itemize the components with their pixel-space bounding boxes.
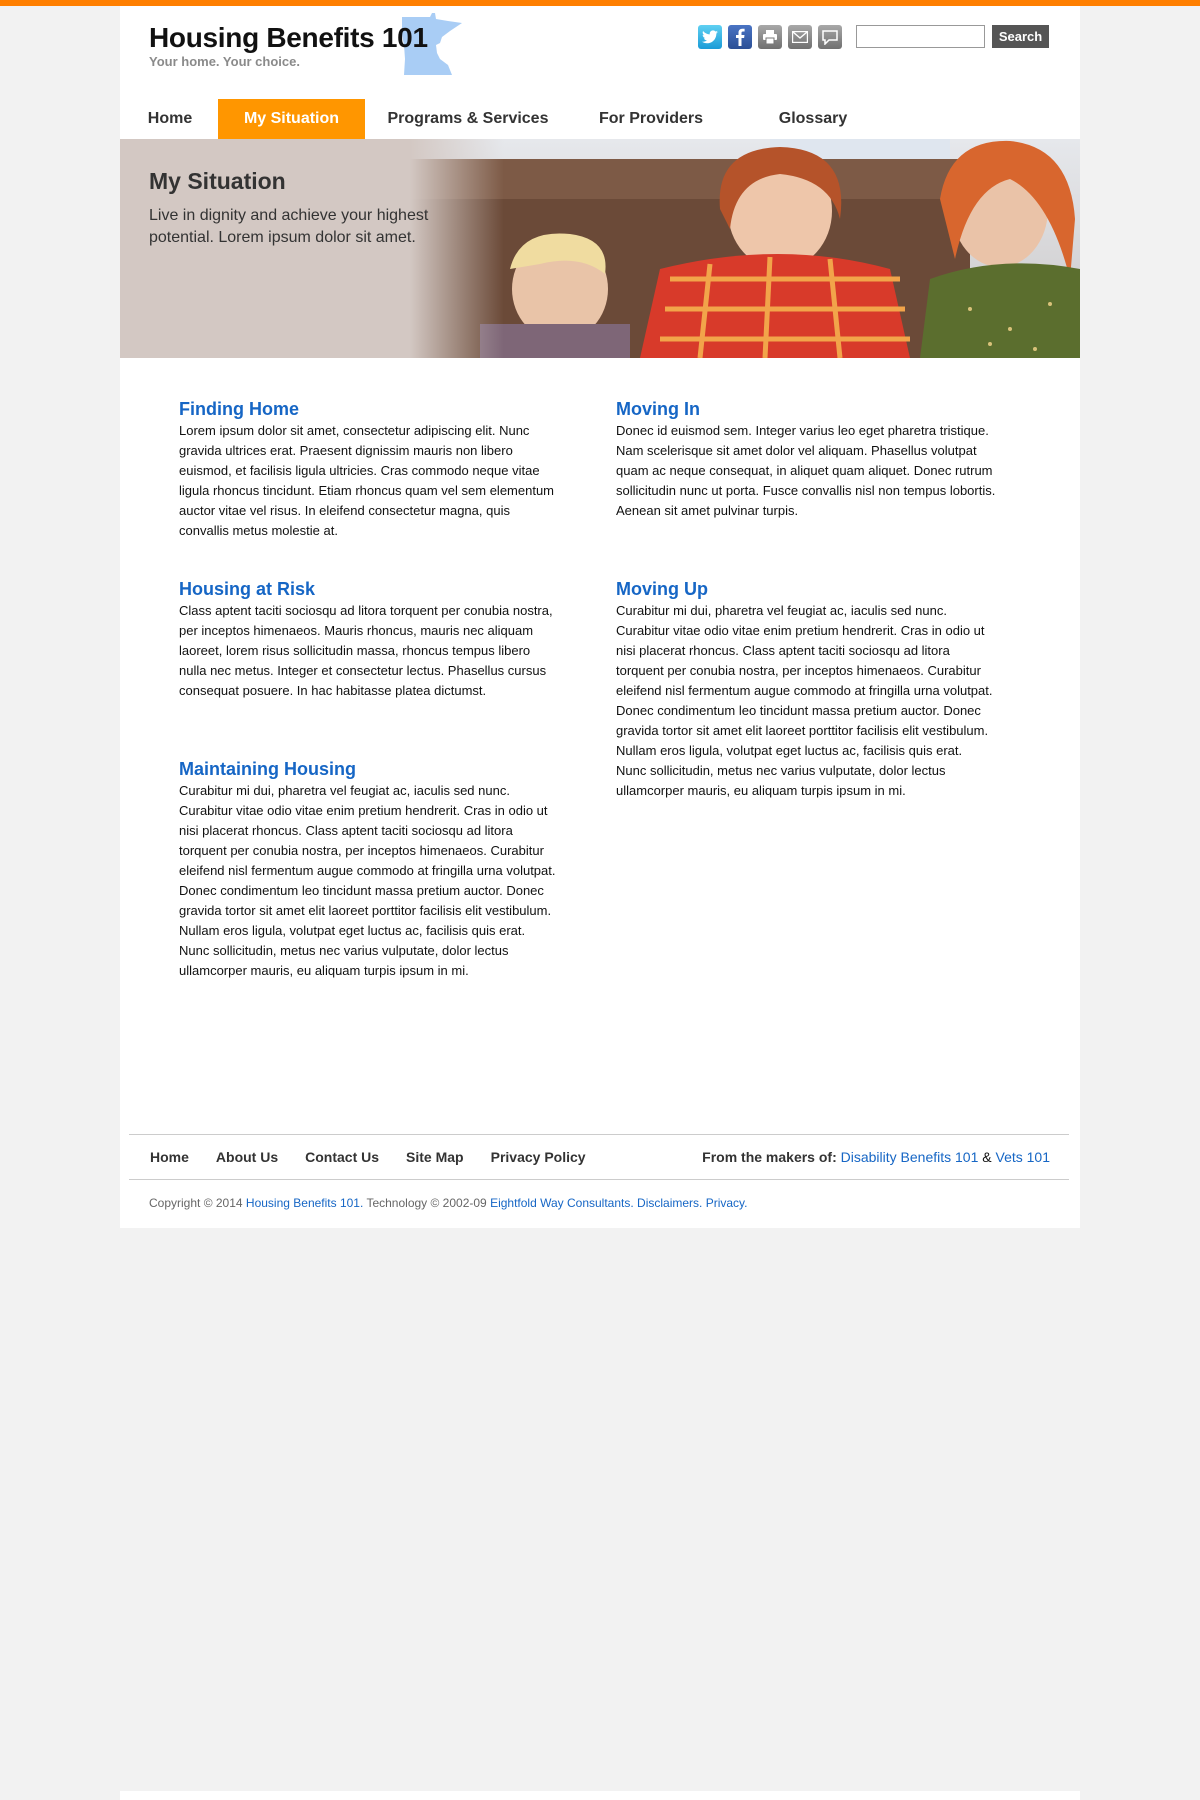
privacy-link[interactable]: Privacy. (705, 1196, 748, 1210)
share-icons (698, 25, 842, 49)
section-body: Curabitur mi dui, pharetra vel feugiat ac, iaculis sed nunc. Curabitur vitae odio vitae enim pretium hendrerit. Cras in odio ut nisi placerat rhoncus. Class aptent taciti sociosqu ad litora torquent per conubia nostra, per inceptos himenaeos. Curabitur eleifend nisl fermentum augue commodo at fringilla urna volutpat. (616, 603, 993, 698)
twitter-icon[interactable] (698, 25, 722, 49)
copyright-prefix: Copyright © 2014 (149, 1196, 243, 1210)
family-photo (410, 139, 1080, 358)
site-title[interactable]: Housing Benefits 101 (149, 22, 428, 53)
makers-credit (702, 1149, 1050, 1165)
section-body: Donec id euismod sem. Integer varius leo eget pharetra tristique. Nam scelerisque sit amet dolor vel aliquam. Phasellus volutpat quam ac neque consequat, in aliquet quam aliquet. Donec rutrum sollicitudin nunc ut porta. Fusce convallis nisl non tempus lobortis. Aenean sit amet pulvinar turpis. (616, 423, 996, 518)
section-moving-in (616, 398, 996, 521)
footer-divider (129, 1134, 1069, 1135)
search-input[interactable] (856, 25, 985, 48)
section-housing-at-risk (179, 578, 559, 701)
comment-icon[interactable] (818, 25, 842, 49)
print-icon[interactable] (758, 25, 782, 49)
facebook-icon[interactable] (728, 25, 752, 49)
disclaimers-link[interactable]: Disclaimers. (637, 1196, 703, 1210)
hero-title: My Situation (149, 168, 286, 194)
section-maintaining-housing (179, 758, 559, 981)
section-body: Class aptent taciti sociosqu ad litora torquent per conubia nostra, per inceptos himenaeos. Mauris rhoncus, mauris nec aliquam laoreet, lorem risus sollicitudin massa, rhoncus tempus libero nulla nec metus. Integer et consectetur lectus. Phasellus cursus consequat posuere. In hac habitasse platea dictumst. (179, 603, 553, 698)
nav-item-for-providers[interactable]: For Providers (598, 110, 704, 127)
site-tagline: Your home. Your choice. (149, 54, 300, 69)
makers-ampersand: & (982, 1149, 992, 1165)
footer-nav (150, 1149, 586, 1165)
copyright-technology: Technology © 2002-09 (366, 1196, 487, 1210)
disability-benefits-link[interactable]: Disability Benefits 101 (840, 1149, 979, 1165)
section-title[interactable]: Maintaining Housing (179, 759, 356, 779)
footer-link-privacy-policy[interactable]: Privacy Policy (490, 1149, 586, 1165)
section-title[interactable]: Housing at Risk (179, 579, 316, 599)
section-body: Donec condimentum leo tincidunt massa pretium auctor. Donec gravida tortor sit amet elit laoreet porttitor facilisis elit vestibulum. Nullam eros ligula, volutpat eget luctus ac, facilisis quis erat. Nunc sollicitudin, metus nec varius vulputate, dolor lectus ullamcorper mauris, eu aliquam turpis ipsum in mi. (616, 703, 989, 798)
search-button[interactable]: Search (992, 25, 1049, 48)
vets-101-link[interactable]: Vets 101 (995, 1149, 1050, 1165)
nav-item-my-situation[interactable]: My Situation (218, 99, 365, 139)
makers-label: From the makers of: (702, 1149, 837, 1165)
section-finding-home (179, 398, 559, 541)
footer-link-site-map[interactable]: Site Map (406, 1149, 464, 1165)
nav-item-home[interactable]: Home (147, 110, 193, 127)
section-body: Lorem ipsum dolor sit amet, consectetur adipiscing elit. Nunc gravida ultrices erat. Praesent dignissim mauris non libero euismod, et facilisis ligula ultricies. Cras commodo neque vitae ligula rhoncus tincidunt. Etiam rhoncus quam vel sem elementum auctor vitae vel risus. In eleifend consectetur magna, quis convallis metus molestie at. (179, 423, 555, 538)
footer-link-about-us[interactable]: About Us (215, 1149, 279, 1165)
nav-item-glossary[interactable]: Glossary (778, 110, 848, 127)
footer-divider (129, 1179, 1069, 1180)
copyright-site-link[interactable]: Housing Benefits 101. (245, 1196, 364, 1210)
email-icon[interactable] (788, 25, 812, 49)
bottom-strip (120, 1791, 1080, 1800)
nav-item-programs-services[interactable]: Programs & Services (387, 110, 549, 127)
footer-link-home[interactable]: Home (150, 1149, 189, 1165)
section-body: Donec condimentum leo tincidunt massa pretium auctor. Donec gravida tortor sit amet elit laoreet porttitor facilisis elit vestibulum. Nullam eros ligula, volutpat eget luctus ac, facilisis quis erat. Nunc sollicitudin, metus nec varius vulputate, dolor lectus ullamcorper mauris, eu aliquam turpis ipsum in mi. (179, 883, 552, 978)
copyright (149, 1196, 748, 1210)
hero-subtitle: Live in dignity and achieve your highest potential. Lorem ipsum dolor sit amet. (149, 207, 429, 246)
eightfold-way-link[interactable]: Eightfold Way Consultants. (490, 1196, 634, 1210)
section-moving-up (616, 578, 996, 801)
footer-link-contact-us[interactable]: Contact Us (305, 1149, 380, 1165)
section-title[interactable]: Moving Up (616, 579, 708, 599)
section-title[interactable]: Finding Home (179, 399, 299, 419)
hero-banner (120, 139, 1080, 358)
main-nav (120, 99, 1080, 139)
section-body: Curabitur mi dui, pharetra vel feugiat ac, iaculis sed nunc. Curabitur vitae odio vitae enim pretium hendrerit. Cras in odio ut nisi placerat rhoncus. Class aptent taciti sociosqu ad litora torquent per conubia nostra, per inceptos himenaeos. Curabitur eleifend nisl fermentum augue commodo at fringilla urna volutpat. (179, 783, 556, 878)
page-container (120, 6, 1080, 1228)
section-title[interactable]: Moving In (616, 399, 700, 419)
